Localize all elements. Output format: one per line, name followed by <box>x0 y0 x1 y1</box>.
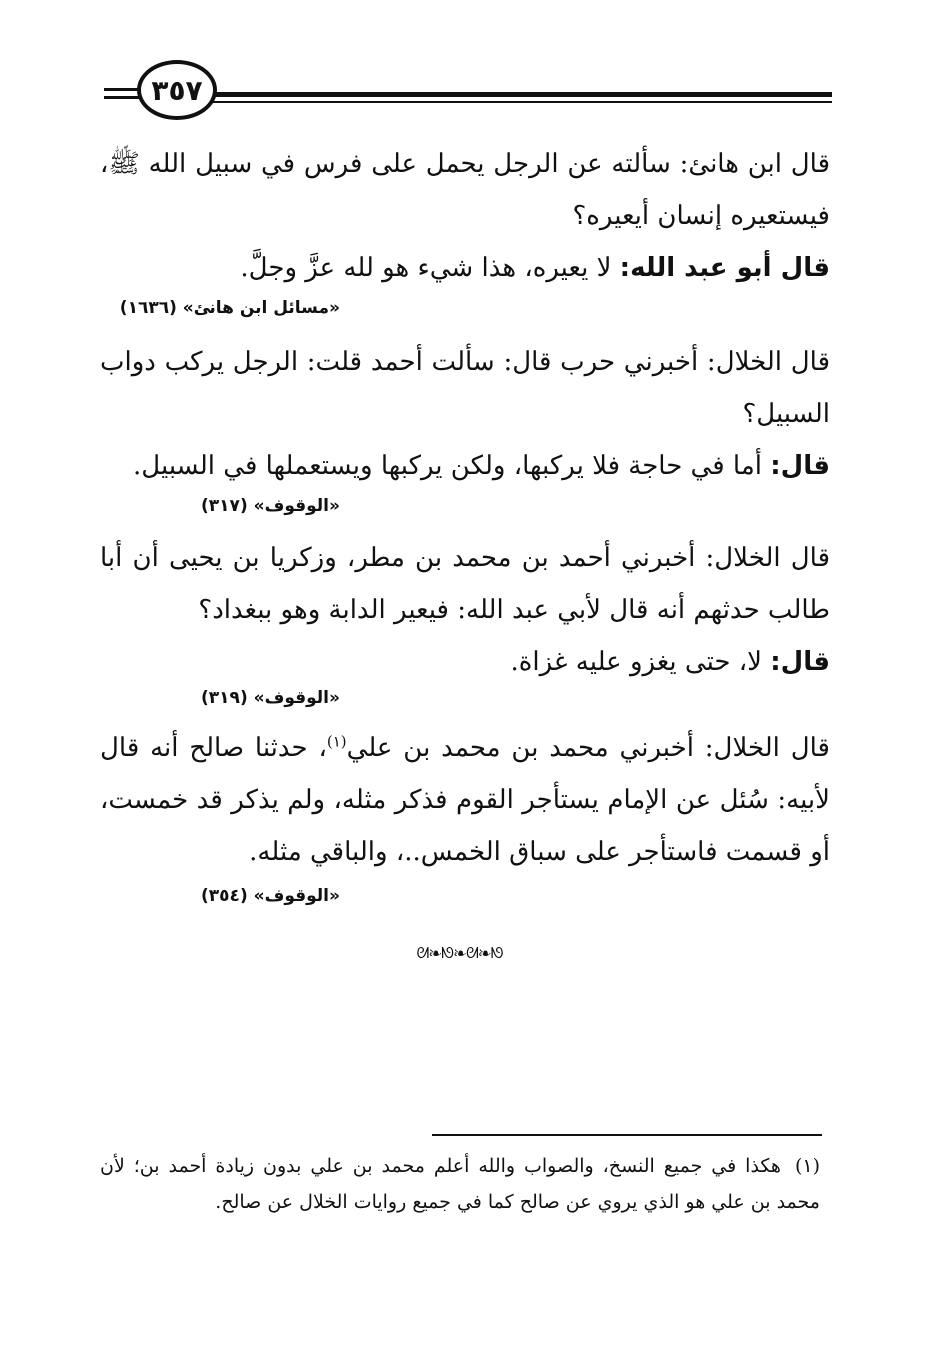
page-number-badge <box>137 60 217 120</box>
entry-1-question-text: قال ابن هانئ: سألته عن الرجل يحمل على فرس في سبيل الله ﷺ، فيستعيره إنسان أيعيره؟ <box>100 149 830 231</box>
footnote-rule <box>432 1134 822 1136</box>
header-rule-right <box>212 92 832 97</box>
entry-1-answer-text: لا يعيره، هذا شيء هو لله عزَّ وجلَّ. <box>240 253 620 283</box>
entry-4-question-part2: ، حدثنا صالح أنه قال لأبيه: سُئل عن الإمام يستأجر القوم فذكر مثله، ولم يذكر قد خمست، أو قسمت فاستأجر على سباق الخمس..، والباقي مثله. <box>100 733 830 867</box>
entry-1-answer <box>100 242 830 294</box>
footnote-number: (١) <box>794 1155 820 1177</box>
entry-1-source: «مسائل ابن هانئ» (١٦٣٦) <box>119 298 340 318</box>
entry-2-source: «الوقوف» (٣١٧) <box>201 496 340 516</box>
entry-1-answer-lead: قال أبو عبد الله: <box>619 253 830 283</box>
entry-2-question-text: قال الخلال: أخبرني حرب قال: سألت أحمد قلت: الرجل يركب دواب السبيل؟ <box>100 347 830 429</box>
footnote <box>100 1148 820 1220</box>
page-number: ٣٥٧ <box>151 73 203 107</box>
entry-2-answer <box>100 440 830 492</box>
entry-4-question-part1: قال الخلال: أخبرني محمد بن محمد بن علي <box>346 733 830 763</box>
entry-3-source: «الوقوف» (٣١٩) <box>201 688 340 708</box>
entry-1-question <box>100 138 830 242</box>
header-rule-left-2 <box>104 96 142 99</box>
ornament-divider: ᘛ❧ᘚ❧ᘛ❧ᘚ <box>416 944 504 962</box>
entry-3-answer-text: لا، حتى يغزو عليه غزاة. <box>510 647 771 677</box>
entry-2-answer-lead: قال: <box>770 451 830 481</box>
footnote-marker[interactable]: (١) <box>326 732 347 751</box>
entry-4-question <box>100 722 830 878</box>
entry-3-question <box>100 532 830 636</box>
header-rule-right-2 <box>212 101 832 103</box>
entry-3-answer <box>100 636 830 688</box>
entry-4-source: «الوقوف» (٣٥٤) <box>201 886 340 906</box>
entry-2-answer-text: أما في حاجة فلا يركبها، ولكن يركبها ويستعملها في السبيل. <box>133 451 771 481</box>
entry-3-question-text: قال الخلال: أخبرني أحمد بن محمد بن مطر، وزكريا بن يحيى أن أبا طالب حدثهم أنه قال لأبي عبد الله: فيعير الدابة وهو ببغداد؟ <box>100 543 830 625</box>
entry-3-answer-lead: قال: <box>770 647 830 677</box>
entry-2-question <box>100 336 830 440</box>
footnote-text: هكذا في جميع النسخ، والصواب والله أعلم محمد بن علي بدون زيادة أحمد بن؛ لأن محمد بن علي هو الذي يروي عن صالح كما في جميع روايات الخلال عن صالح. <box>100 1155 820 1213</box>
